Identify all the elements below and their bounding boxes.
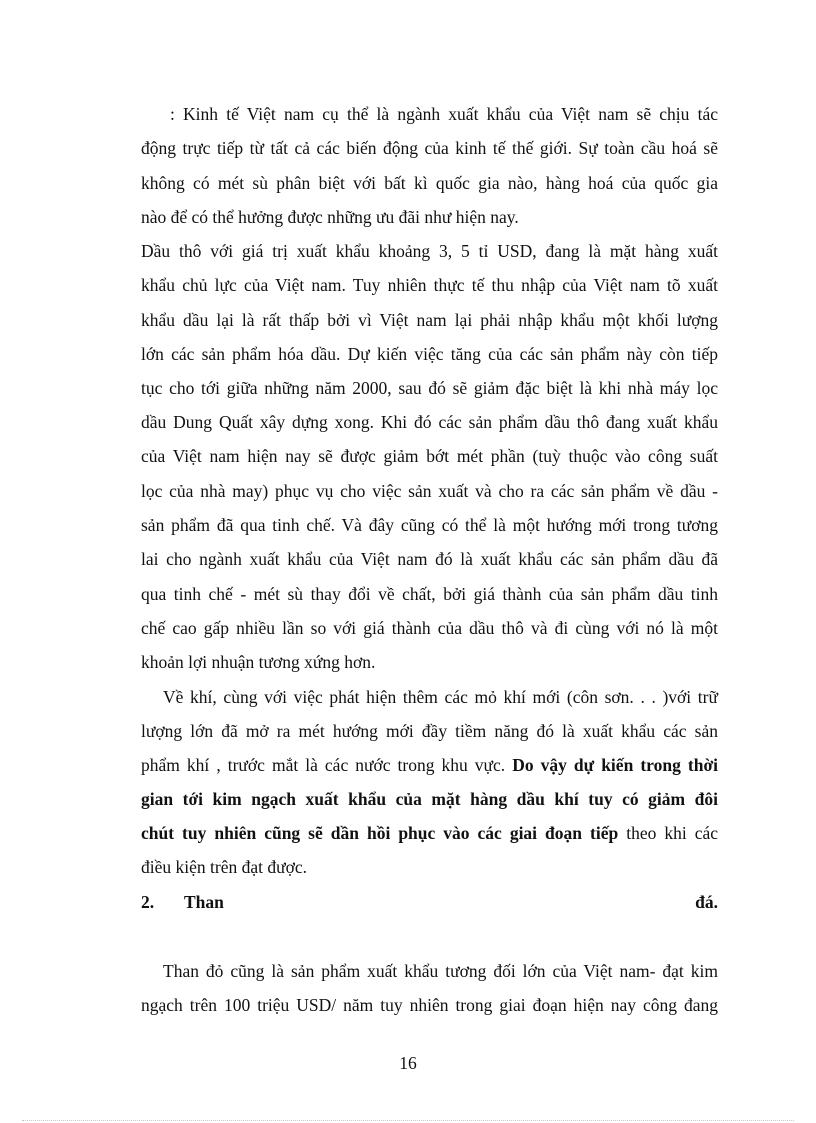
bold-text: chút tuy nhiên cũng sẽ dần hồi phục vào các giai đoạn tiếp bbox=[141, 823, 619, 843]
paragraph-line: Dầu thô với giá trị xuất khẩu khoảng 3, 5 tỉ USD, đang là mặt hàng xuất bbox=[141, 241, 718, 261]
paragraph-line: lai cho ngành xuất khẩu của Việt nam đó là xuất khẩu các sản phẩm dầu đã bbox=[141, 549, 718, 569]
bold-text: Do vậy dự kiến trong thời bbox=[512, 755, 718, 775]
paragraph-line: qua tinh chế - mét sù thay đổi về chất, bởi giá thành của sản phẩm dầu tinh bbox=[141, 584, 718, 604]
section-title-end: đá. bbox=[695, 892, 718, 912]
footer-divider bbox=[22, 1120, 794, 1121]
paragraph-line: chế cao gấp nhiều lần so với giá thành của dầu thô và đi cùng với nó là một bbox=[141, 618, 718, 638]
paragraph-line bbox=[141, 822, 718, 844]
page-number: 16 bbox=[399, 1053, 417, 1073]
paragraph-line: Than đỏ cũng là sản phẩm xuất khẩu tương đối lớn của Việt nam- đạt kim bbox=[163, 961, 718, 981]
paragraph-line: tục cho tới giữa những năm 2000, sau đó sẽ giảm đặc biệt là khi nhà máy lọc bbox=[141, 378, 718, 398]
paragraph-line: nào để có thể hưởng được những ưu đãi như hiện nay. bbox=[141, 207, 519, 227]
paragraph-line: lọc của nhà may) phục vụ cho việc sản xuất và cho ra các sản phẩm về dầu - bbox=[141, 481, 718, 501]
paragraph-line: lớn các sản phẩm hóa dầu. Dự kiến việc tăng của các sản phẩm này còn tiếp bbox=[141, 344, 718, 364]
plain-text: phẩm khí , trước mắt là các nước trong khu vực. bbox=[141, 755, 513, 775]
paragraph-line bbox=[141, 754, 718, 776]
paragraph-line: dầu Dung Quất xây dựng xong. Khi đó các sản phẩm dầu thô đang xuất khẩu bbox=[141, 412, 718, 432]
paragraph-line: khẩu dầu lại là rất thấp bởi vì Việt nam lại phải nhập khẩu một khối lượng bbox=[141, 310, 718, 330]
paragraph-line: lượng lớn đã mở ra mét hướng mới đầy tiềm năng đó là xuất khẩu các sản bbox=[141, 721, 718, 741]
plain-text: theo khi các bbox=[618, 823, 718, 843]
paragraph-line: sản phẩm đã qua tinh chế. Và đây cũng có thể là một hướng mới trong tương bbox=[141, 515, 718, 535]
paragraph-line: của Việt nam hiện nay sẽ được giảm bớt mét phần (tuỳ thuộc vào công suất bbox=[141, 446, 718, 466]
paragraph-line: khẩu chủ lực của Việt nam. Tuy nhiên thực tế thu nhập của Việt nam tõ xuất bbox=[141, 275, 718, 295]
paragraph-line: khoản lợi nhuận tương xứng hơn. bbox=[141, 652, 376, 672]
paragraph-line: không có mét sù phân biệt với bất kì quốc gia nào, hàng hoá của quốc gia bbox=[141, 173, 718, 193]
paragraph-line: điều kiện trên đạt được. bbox=[141, 857, 307, 877]
paragraph-line: : Kinh tế Việt nam cụ thể là ngành xuất khẩu của Việt nam sẽ chịu tác bbox=[170, 104, 718, 124]
paragraph-line: Về khí, cùng với việc phát hiện thêm các mỏ khí mới (côn sơn. . . )với trữ bbox=[163, 687, 718, 707]
section-title: Than bbox=[184, 892, 224, 912]
paragraph-line: động trực tiếp từ tất cả các biến động của kinh tế thế giới. Sự toàn cầu hoá sẽ bbox=[141, 138, 718, 158]
paragraph-line: gian tới kim ngạch xuất khẩu của mặt hàng dầu khí tuy có giảm đôi bbox=[141, 789, 718, 809]
paragraph-line: ngạch trên 100 triệu USD/ năm tuy nhiên trong giai đoạn hiện nay công đang bbox=[141, 995, 718, 1015]
section-number: 2. bbox=[141, 892, 155, 912]
